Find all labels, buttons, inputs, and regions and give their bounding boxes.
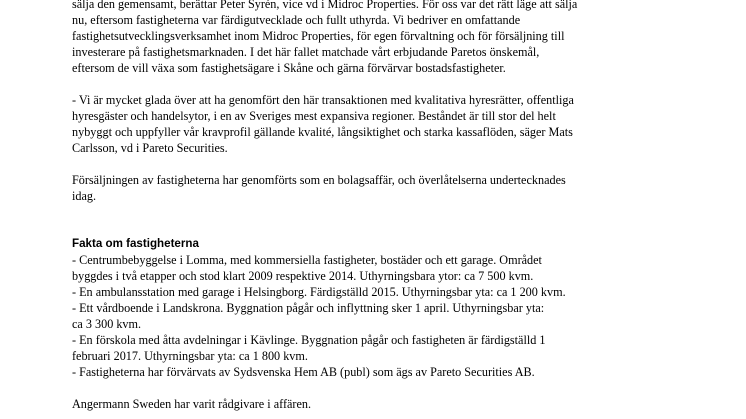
paragraph-gap [72,156,712,172]
paragraph-peter-syren-quote [72,0,712,76]
text-line: - Vi är mycket glada över att ha genomfört den här transaktionen med kvalitativa hyresrätter, offentliga [72,93,574,107]
document-page [72,0,712,412]
text-line: nu, eftersom fastigheterna var färdigutvecklade och fullt uthyrda. Vi bedriver en omfattande [72,13,521,27]
facts-section [72,236,712,380]
text-line: Carlsson, vd i Pareto Securities. [72,141,228,155]
paragraph-gap [72,220,712,236]
fact-line: - Centrumbebyggelse i Lomma, med kommersiella fastigheter, bostäder och ett garage. Området [72,253,542,267]
text-line: eftersom de vill växa som fastighetsägare i Skåne och gärna förvärvar bostadsfastigheter. [72,61,506,75]
fact-line: - Ett vårdboende i Landskrona. Byggnation pågår och inflyttning sker 1 april. Uthyrningsbar yta: [72,301,545,315]
fact-line: - Fastigheterna har förvärvats av Sydsvenska Hem AB (publ) som ägs av Pareto Securities AB. [72,365,535,379]
text-line: investerare på fastighetsmarknaden. I det här fallet matchade vårt erbjudande Paretos önskemål, [72,45,540,59]
text-line: idag. [72,189,97,203]
closing-advisor-line: Angermann Sweden har varit rådgivare i affären. [72,397,312,411]
fact-line: - En ambulansstation med garage i Helsingborg. Färdigställd 2015. Uthyrningsbar yta: ca 1 200 kvm. [72,285,566,299]
text-line: hyresgäster och handelsytor, i en av Sveriges mest expansiva regioner. Beståndet är till stor del helt [72,109,556,123]
text-line: sälja den gemensamt, berättar Peter Syrén, vice vd i Midroc Properties. För oss var det rätt läge att sälja [72,0,578,11]
text-line: fastighetsutvecklingsverksamhet inom Midroc Properties, för egen förvaltning och för försäljning till [72,29,565,43]
paragraph-mats-carlsson-quote [72,92,712,156]
fact-line: februari 2017. Uthyrningsbar yta: ca 1 800 kvm. [72,349,308,363]
fact-line: - En förskola med åtta avdelningar i Kävlinge. Byggnation pågår och fastigheten är färdigställd 1 [72,333,546,347]
fact-line: byggdes i två etapper och stod klart 2009 respektive 2014. Uthyrningsbara ytor: ca 7 500 kvm. [72,269,534,283]
fact-line: ca 3 300 kvm. [72,317,142,331]
text-line: nybyggt och uppfyller vår kravprofil gällande kvalité, långsiktighet och starka kassaflöden, säger Mats [72,125,573,139]
paragraph-gap [72,76,712,92]
paragraph-gap [72,380,712,396]
paragraph-gap [72,204,712,220]
paragraph-sale-completion [72,172,712,204]
text-line: Försäljningen av fastigheterna har genomförts som en bolagsaffär, och överlåtelserna undertecknades [72,173,566,187]
facts-heading: Fakta om fastigheterna [72,237,199,250]
